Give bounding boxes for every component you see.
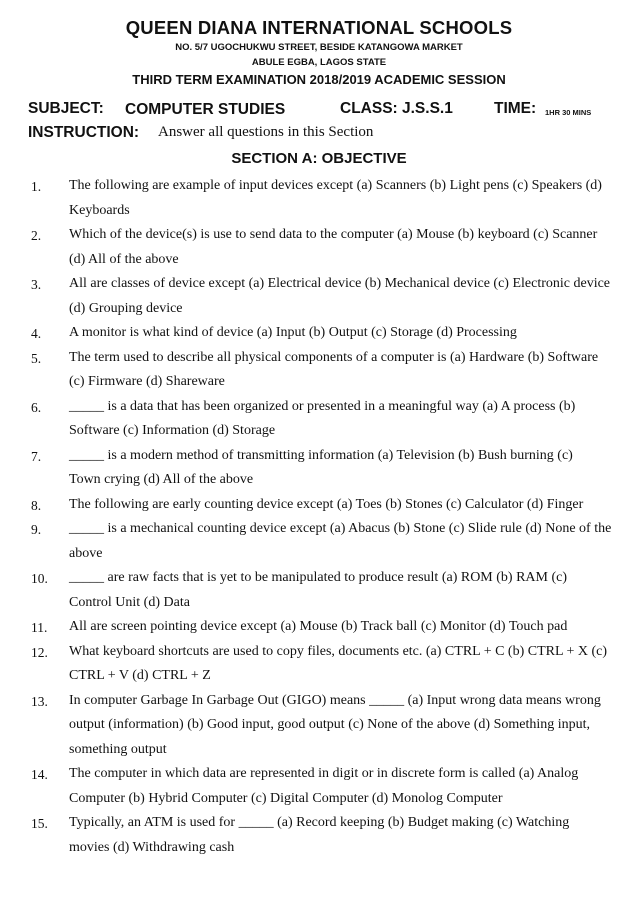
question-number: 12. [31, 644, 48, 660]
question-text-line: movies (d) Withdrawing cash [69, 839, 235, 855]
question-number: 3. [31, 277, 42, 292]
question-text-line: something output [69, 741, 167, 757]
question-number: 15. [31, 816, 48, 831]
question-text-line: All are screen pointing device except (a) Mouse (b) Track ball (c) Monitor (d) Touch pad [69, 619, 568, 634]
question-text-line: (c) Firmware (d) Shareware [69, 374, 225, 389]
address-line-1: NO. 5/7 UGOCHUKWU STREET, BESIDE KATANGOWA MARKET [175, 42, 463, 53]
question-text-line: What keyboard shortcuts are used to copy files, documents etc. (a) CTRL + C (b) CTRL + X (c) [69, 643, 608, 659]
question-number: 5. [31, 350, 42, 366]
subject-value: COMPUTER STUDIES [125, 101, 286, 118]
question-text-line: Typically, an ATM is used for _____ (a) Record keeping (b) Budget making (c) Watching [69, 815, 570, 830]
question-text-line: Town crying (d) All of the above [69, 472, 254, 487]
question-number: 14. [31, 767, 48, 782]
question-number: 2. [31, 228, 42, 243]
question-text-line: Software (c) Information (d) Storage [69, 423, 276, 438]
question-text-line: The computer in which data are represented in digit or in discrete form is called (a) Analog [69, 766, 579, 781]
question-text-line: Which of the device(s) is use to send data to the computer (a) Mouse (b) keyboard (c) Scanner [69, 227, 598, 242]
address-line-2: ABULE EGBA, LAGOS STATE [251, 57, 387, 68]
instruction-label: INSTRUCTION: [28, 124, 140, 141]
question-text-line: Keyboards [69, 202, 130, 218]
question-text-line: above [69, 545, 103, 561]
question-text-line: _____ is a mechanical counting device except (a) Abacus (b) Stone (c) Slide rule (d) None of the [69, 521, 612, 536]
question-text-line: A monitor is what kind of device (a) Input (b) Output (c) Storage (d) Processing [69, 325, 517, 340]
question-number: 8. [31, 497, 42, 513]
question-text-line: output (information) (b) Good input, good output (c) None of the above (d) Something input, [69, 717, 591, 732]
exam-title: THIRD TERM EXAMINATION 2018/2019 ACADEMIC SESSION [132, 72, 506, 87]
question-text-line: _____ is a modern method of transmitting information (a) Television (b) Bush burning (c) [69, 447, 573, 463]
question-text-line: (d) Grouping device [69, 300, 183, 316]
question-text-line: _____ are raw facts that is yet to be manipulated to produce result (a) ROM (b) RAM (c) [69, 570, 568, 585]
question-number: 9. [31, 522, 42, 537]
question-text-line: Control Unit (d) Data [69, 594, 190, 610]
question-text-line: The term used to describe all physical components of a computer is (a) Hardware (b) Software [69, 349, 599, 365]
question-number: 7. [31, 448, 42, 464]
question-text-line: In computer Garbage In Garbage Out (GIGO) means _____ (a) Input wrong data means wrong [69, 692, 601, 708]
question-number: 1. [31, 179, 42, 194]
class-label: CLASS: J.S.S.1 [340, 100, 453, 117]
question-number: 13. [31, 693, 48, 709]
time-value: 1HR 30 MINS [545, 108, 592, 117]
question-number: 6. [31, 399, 42, 415]
question-text-line: All are classes of device except (a) Electrical device (b) Mechanical device (c) Electronic device [69, 276, 611, 291]
question-number: 4. [31, 326, 42, 341]
question-text-line: The following are early counting device except (a) Toes (b) Stones (c) Calculator (d) Finger [69, 496, 584, 512]
time-label: TIME: [494, 100, 537, 117]
section-title: SECTION A: OBJECTIVE [231, 150, 407, 167]
question-text-line: _____ is a data that has been organized or presented in a meaningful way (a) A process (b) [69, 398, 576, 414]
question-text-line: (d) All of the above [69, 251, 179, 267]
subject-label: SUBJECT: [28, 100, 104, 117]
question-text-line: The following are example of input devices except (a) Scanners (b) Light pens (c) Speakers (d) [69, 178, 602, 193]
question-number: 11. [31, 620, 48, 635]
school-name: QUEEN DIANA INTERNATIONAL SCHOOLS [125, 17, 513, 38]
question-text-line: Computer (b) Hybrid Computer (c) Digital Computer (d) Monolog Computer [69, 790, 503, 806]
question-text-line: CTRL + V (d) CTRL + Z [69, 668, 211, 683]
instruction-text: Answer all questions in this Section [158, 124, 374, 140]
question-number: 10. [31, 571, 48, 586]
